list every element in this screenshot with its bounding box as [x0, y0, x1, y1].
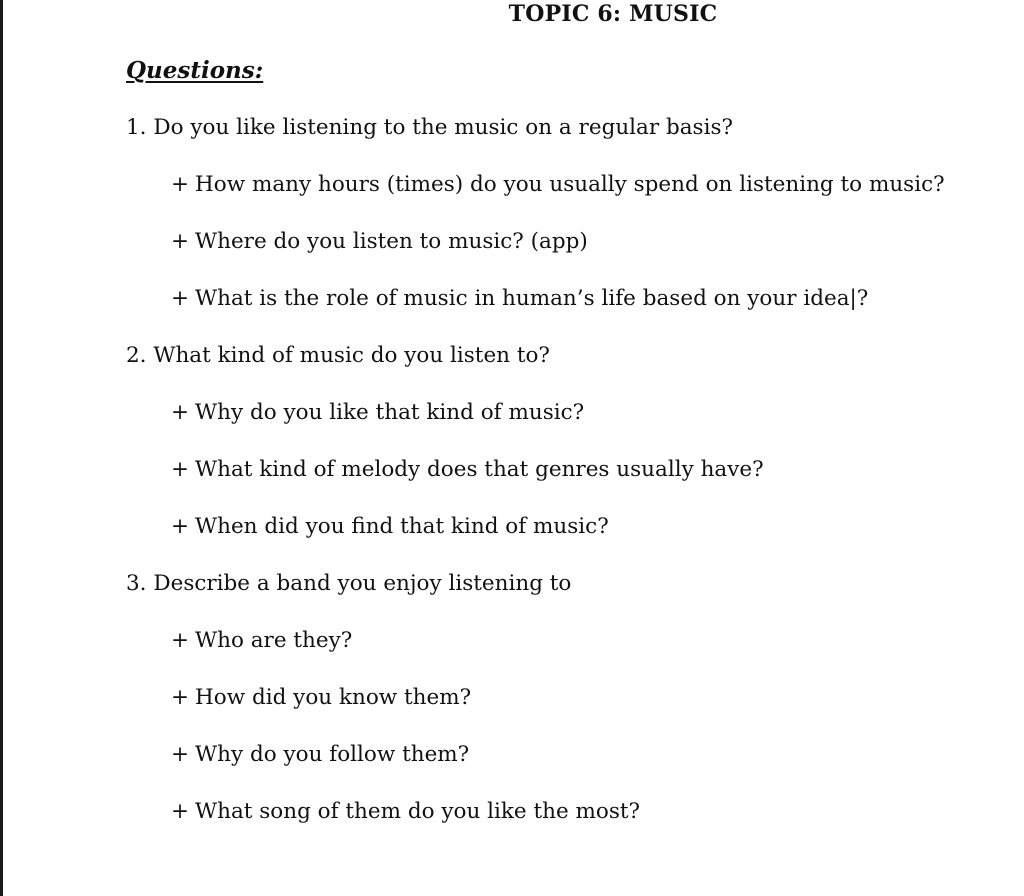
sub-bullet: +: [171, 400, 190, 425]
sub-question-text: When did you find that kind of music?: [195, 514, 609, 539]
sub-bullet: +: [171, 286, 190, 311]
sub-bullet: +: [171, 457, 190, 482]
question-text: Do you like listening to the music on a regular basis?: [153, 115, 734, 140]
question-number: 2.: [126, 343, 147, 368]
sub-question: [126, 170, 1006, 227]
sub-bullet: +: [171, 685, 190, 710]
sub-bullet: +: [171, 514, 190, 539]
sub-question: [126, 626, 1006, 683]
sub-question-text: Who are they?: [195, 628, 353, 653]
sub-question: [126, 455, 1006, 512]
question-number: 3.: [126, 571, 147, 596]
sub-question: [126, 512, 1006, 569]
sub-bullet: +: [171, 172, 190, 197]
questions-heading: Questions:: [126, 57, 264, 84]
sub-question: [126, 797, 1006, 854]
sub-question-text: Why do you follow them?: [195, 742, 470, 767]
sub-bullet: +: [171, 799, 190, 824]
sub-bullet: +: [171, 628, 190, 653]
question-2: [126, 341, 1006, 398]
sub-question: [126, 284, 1006, 341]
sub-question-text: What is the role of music in human’s life based on your idea|?: [195, 286, 869, 311]
sub-question-text: How many hours (times) do you usually spend on listening to music?: [195, 172, 945, 197]
sub-question: [126, 740, 1006, 797]
sub-question: [126, 227, 1006, 284]
question-3: [126, 569, 1006, 626]
sub-question-text: What kind of melody does that genres usually have?: [195, 457, 764, 482]
sub-question-text: What song of them do you like the most?: [195, 799, 641, 824]
question-number: 1.: [126, 115, 147, 140]
sub-bullet: +: [171, 229, 190, 254]
sub-bullet: +: [171, 742, 190, 767]
question-text: Describe a band you enjoy listening to: [153, 571, 572, 596]
sub-question-text: Where do you listen to music? (app): [195, 229, 588, 254]
sub-question-text: Why do you like that kind of music?: [195, 400, 585, 425]
question-list: [126, 113, 1006, 854]
page-title: TOPIC 6: MUSIC: [508, 1, 718, 27]
sub-question-text: How did you know them?: [195, 685, 472, 710]
question-text: What kind of music do you listen to?: [153, 343, 550, 368]
sub-question: [126, 398, 1006, 455]
sub-question: [126, 683, 1006, 740]
question-1: [126, 113, 1006, 170]
